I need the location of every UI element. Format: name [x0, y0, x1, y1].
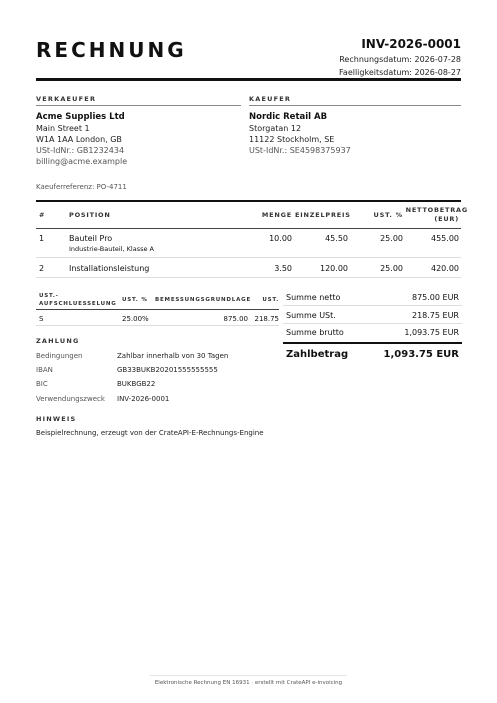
note-text: Beispielrechnung, erzeugt von der CrateAPI-E-Rechnungs-Engine [36, 429, 264, 437]
vat-row-vat: 218.75 [254, 315, 279, 323]
payment-value-terms: Zahlbar innerhalb von 30 Tagen [117, 352, 229, 360]
vat-row-pct: 25.00% [122, 315, 149, 323]
amount-due-label: Zahlbetrag [286, 349, 349, 360]
buyer-divider [249, 105, 461, 106]
vat-header-cat-line2: AUFSCHLUESSELUNG [39, 301, 117, 307]
vat-row-cat: S [39, 315, 44, 323]
payment-key-terms: Bedingungen [36, 352, 83, 360]
payment-key-bic: BIC [36, 380, 48, 388]
col-header-vat-pct: UST. % [373, 211, 403, 219]
item-row-divider [36, 257, 461, 258]
vat-header-pct: UST. % [122, 297, 148, 303]
vat-row-base: 875.00 [223, 315, 248, 323]
buyer-label: KAEUFER [249, 95, 292, 103]
vat-header-base: BEMESSUNGSGRUNDLAGE [155, 297, 252, 303]
vat-header-cat-line1: UST.- [39, 293, 59, 299]
col-header-num: # [39, 211, 46, 219]
col-header-unit-price: EINZELPREIS [295, 211, 351, 219]
item-2-price: 120.00 [320, 264, 348, 273]
seller-vat: USt-IdNr.: GB1232434 [36, 146, 125, 155]
items-bottom-rule [36, 277, 461, 278]
total-net-value: 875.00 EUR [411, 293, 459, 302]
total-vat-rule [283, 323, 462, 324]
items-header-rule [36, 228, 461, 229]
seller-street: Main Street 1 [36, 124, 90, 133]
payment-value-reference: INV-2026-0001 [117, 395, 170, 403]
buyer-city: 11122 Stockholm, SE [249, 135, 335, 144]
total-vat-label: Summe USt. [286, 311, 336, 320]
vat-header-vat: UST. [262, 297, 279, 303]
footer-rule [150, 675, 347, 676]
payment-key-reference: Verwendungszweck [36, 395, 105, 403]
item-1-desc: Industrie-Bauteil, Klasse A [69, 245, 154, 253]
item-1-vat: 25.00 [380, 234, 403, 243]
payment-value-iban: GB33BUKB20201555555555 [117, 366, 218, 374]
seller-name: Acme Supplies Ltd [36, 112, 125, 122]
total-gross-label: Summe brutto [286, 328, 344, 337]
item-2-num: 2 [39, 264, 45, 273]
seller-city: W1A 1AA London, GB [36, 135, 122, 144]
col-header-qty: MENGE [261, 211, 292, 219]
item-1-net: 455.00 [431, 234, 459, 243]
col-header-net-line2: (EUR) [434, 215, 459, 223]
item-1-name: Bauteil Pro [69, 234, 113, 243]
item-2-net: 420.00 [431, 264, 459, 273]
header-divider [36, 78, 461, 81]
total-vat-value: 218.75 EUR [411, 311, 459, 320]
buyer-reference: Kaeuferreferenz: PO-4711 [36, 183, 127, 191]
document-title: RECHNUNG [36, 38, 187, 62]
total-net-label: Summe netto [286, 293, 341, 302]
item-1-num: 1 [39, 234, 45, 243]
total-net-rule [283, 305, 462, 306]
footer-text: Elektronische Rechnung EN 16931 · erstellt mit CrateAPI e-invoicing [154, 680, 343, 686]
payment-key-iban: IBAN [36, 366, 53, 374]
total-gross-value: 1,093.75 EUR [404, 328, 459, 337]
col-header-net-line1: NETTOBETRAG [405, 206, 468, 214]
item-2-name: Installationsleistung [69, 264, 150, 273]
buyer-name: Nordic Retail AB [249, 112, 328, 122]
due-date: Faelligkeitsdatum: 2026-08-27 [339, 68, 461, 77]
grand-total-rule [283, 342, 462, 344]
vat-header-rule [36, 309, 279, 310]
item-1-qty: 10.00 [269, 234, 292, 243]
payment-value-bic: BUKBGB22 [117, 380, 156, 388]
invoice-number: INV-2026-0001 [361, 37, 461, 51]
buyer-vat: USt-IdNr.: SE4598375937 [249, 146, 351, 155]
item-2-vat: 25.00 [380, 264, 403, 273]
col-header-position: POSITION [69, 211, 111, 219]
seller-divider [36, 105, 241, 106]
note-label: HINWEIS [36, 415, 77, 423]
amount-due-value: 1,093.75 EUR [383, 349, 459, 360]
items-top-rule [36, 200, 461, 202]
item-2-qty: 3.50 [274, 264, 292, 273]
seller-label: VERKAEUFER [36, 95, 97, 103]
payment-label: ZAHLUNG [36, 337, 80, 345]
invoice-date: Rechnungsdatum: 2026-07-28 [339, 55, 461, 64]
buyer-street: Storgatan 12 [249, 124, 302, 133]
vat-bottom-rule [36, 325, 279, 326]
item-1-price: 45.50 [325, 234, 348, 243]
seller-email: billing@acme.example [36, 157, 128, 166]
